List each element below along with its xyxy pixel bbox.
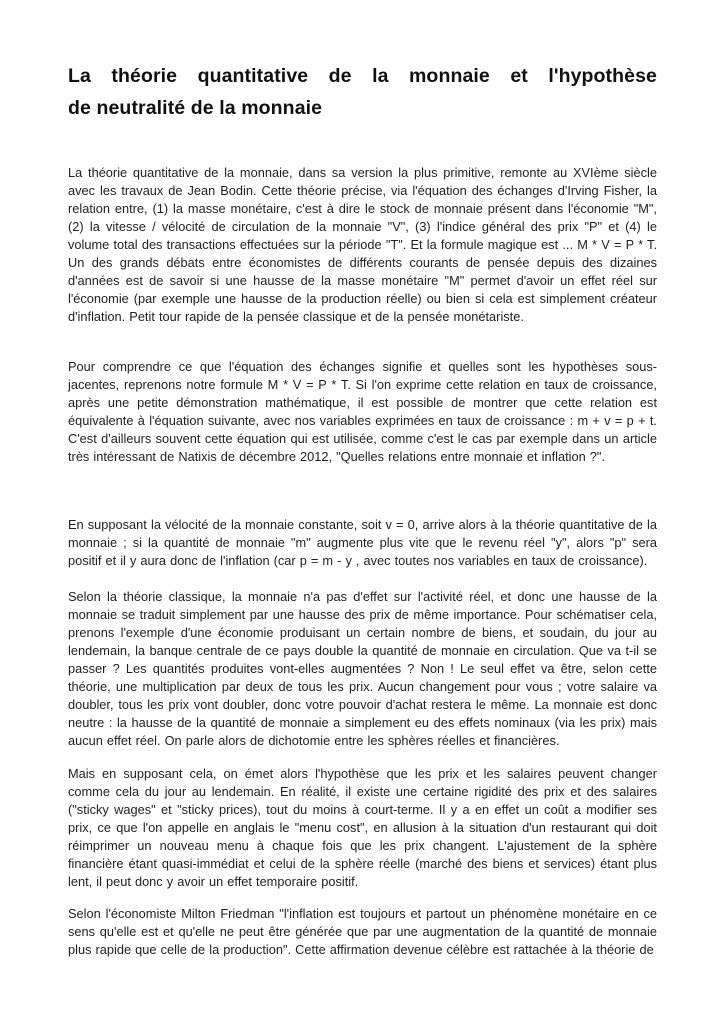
document-title-line-1: La théorie quantitative de la monnaie et l'hypothèse — [68, 65, 657, 87]
document-title-line-2: de neutralité de la monnaie — [68, 97, 323, 119]
paragraph-classical-theory: Selon la théorie classique, la monnaie n'a pas d'effet sur l'activité réel, et donc une hausse de la monnaie se traduit simplement par une hausse des prix de même importance. Pour schématiser cela, prenons l'exemple d'une économie produisant un certain nombre de biens, et soudain, du jour au lendemain, la banque centrale de ce pays double la quantité de monnaie en circulation. Que va t-il se passer ? Les quantités produites vont-elles augmentées ? Non ! Le seul effet va être, selon cette théorie, une multiplication par deux de tous les prix. Aucun changement pour vous ; votre salaire va doubler, tous les prix vont doubler, donc votre pouvoir d'achat restera le même. La monnaie est donc neutre : la hausse de la quantité de monnaie a simplement eu des effets nominaux (via les prix) mais aucun effet réel. On parle alors de dichotomie entre les sphères réelles et financières. — [68, 589, 657, 748]
paragraph-constant-velocity: En supposant la vélocité de la monnaie constante, soit v = 0, arrive alors à la théorie quantitative de la monnaie ; si la quantité de monnaie "m" augmente plus vite que le revenu réel "y", alors "p" sera positif et il y aura donc de l'inflation (car p = m - y , avec toutes nos variables en taux de croissance). — [68, 517, 657, 568]
paragraph-sticky-prices: Mais en supposant cela, on émet alors l'hypothèse que les prix et les salaires peuvent changer comme cela du jour au lendemain. En réalité, il existe une certaine rigidité des prix et des salaires ("sticky wages" et "sticky prices), tout du moins à court-terme. Il y a en effet un coût a modifier ses prix, ce que l'on appelle en anglais le "menu cost", en allusion à la situation d'un restaurant qui doit réimprimer un nouveau menu à chaque fois que les prix changent. L'ajustement de la sphère financière étant quasi-immédiat et celui de la sphère réelle (marché des biens et services) étant plus lent, il peut donc y avoir un effet temporaire positif. — [68, 766, 657, 889]
paragraph-equation-of-exchange: Pour comprendre ce que l'équation des échanges signifie et quelles sont les hypothèses sous-jacentes, reprenons notre formule M * V = P * T. Si l'on exprime cette relation en taux de croissance, après une petite démonstration mathématique, il est possible de montrer que cette relation est équivalente à l'équation suivante, avec nos variables exprimées en taux de croissance : m + v = p + t. C'est d'ailleurs souvent cette équation qui est utilisée, comme c'est le cas par exemple dans un article très intéressant de Natixis de décembre 2012, "Quelles relations entre monnaie et inflation ?". — [68, 359, 657, 464]
paragraph-intro-quantity-theory: La théorie quantitative de la monnaie, dans sa version la plus primitive, remonte au XVIème siècle avec les travaux de Jean Bodin. Cette théorie précise, via l'équation des échanges d'Irving Fisher, la relation entre, (1) la masse monétaire, c'est à dire le stock de monnaie présent dans l'économie "M", (2) la vitesse / vélocité de circulation de la monnaie "V", (3) l'indice général des prix "P" et (4) le volume total des transactions effectuées sur la période "T". Et la formule magique est ... M * V = P * T. Un des grands débats entre économistes de différents courants de pensée depuis des dizaines d'années est de savoir si une hausse de la masse monétaire "M" permet d'avoir un effet réel sur l'économie (par exemple une hausse de la production réelle) ou bien si cela est simplement créateur d'inflation. Petit tour rapide de la pensée classique et de la pensée monétariste. — [68, 165, 657, 324]
paragraph-milton-friedman: Selon l'économiste Milton Friedman "l'inflation est toujours et partout un phénomène monétaire en ce sens qu'elle est et qu'elle ne peut être générée que par une augmentation de la quantité de monnaie plus rapide que celle de la production". Cette affirmation devenue célèbre est rattachée à la théorie de — [68, 906, 657, 957]
document-title — [68, 60, 657, 124]
